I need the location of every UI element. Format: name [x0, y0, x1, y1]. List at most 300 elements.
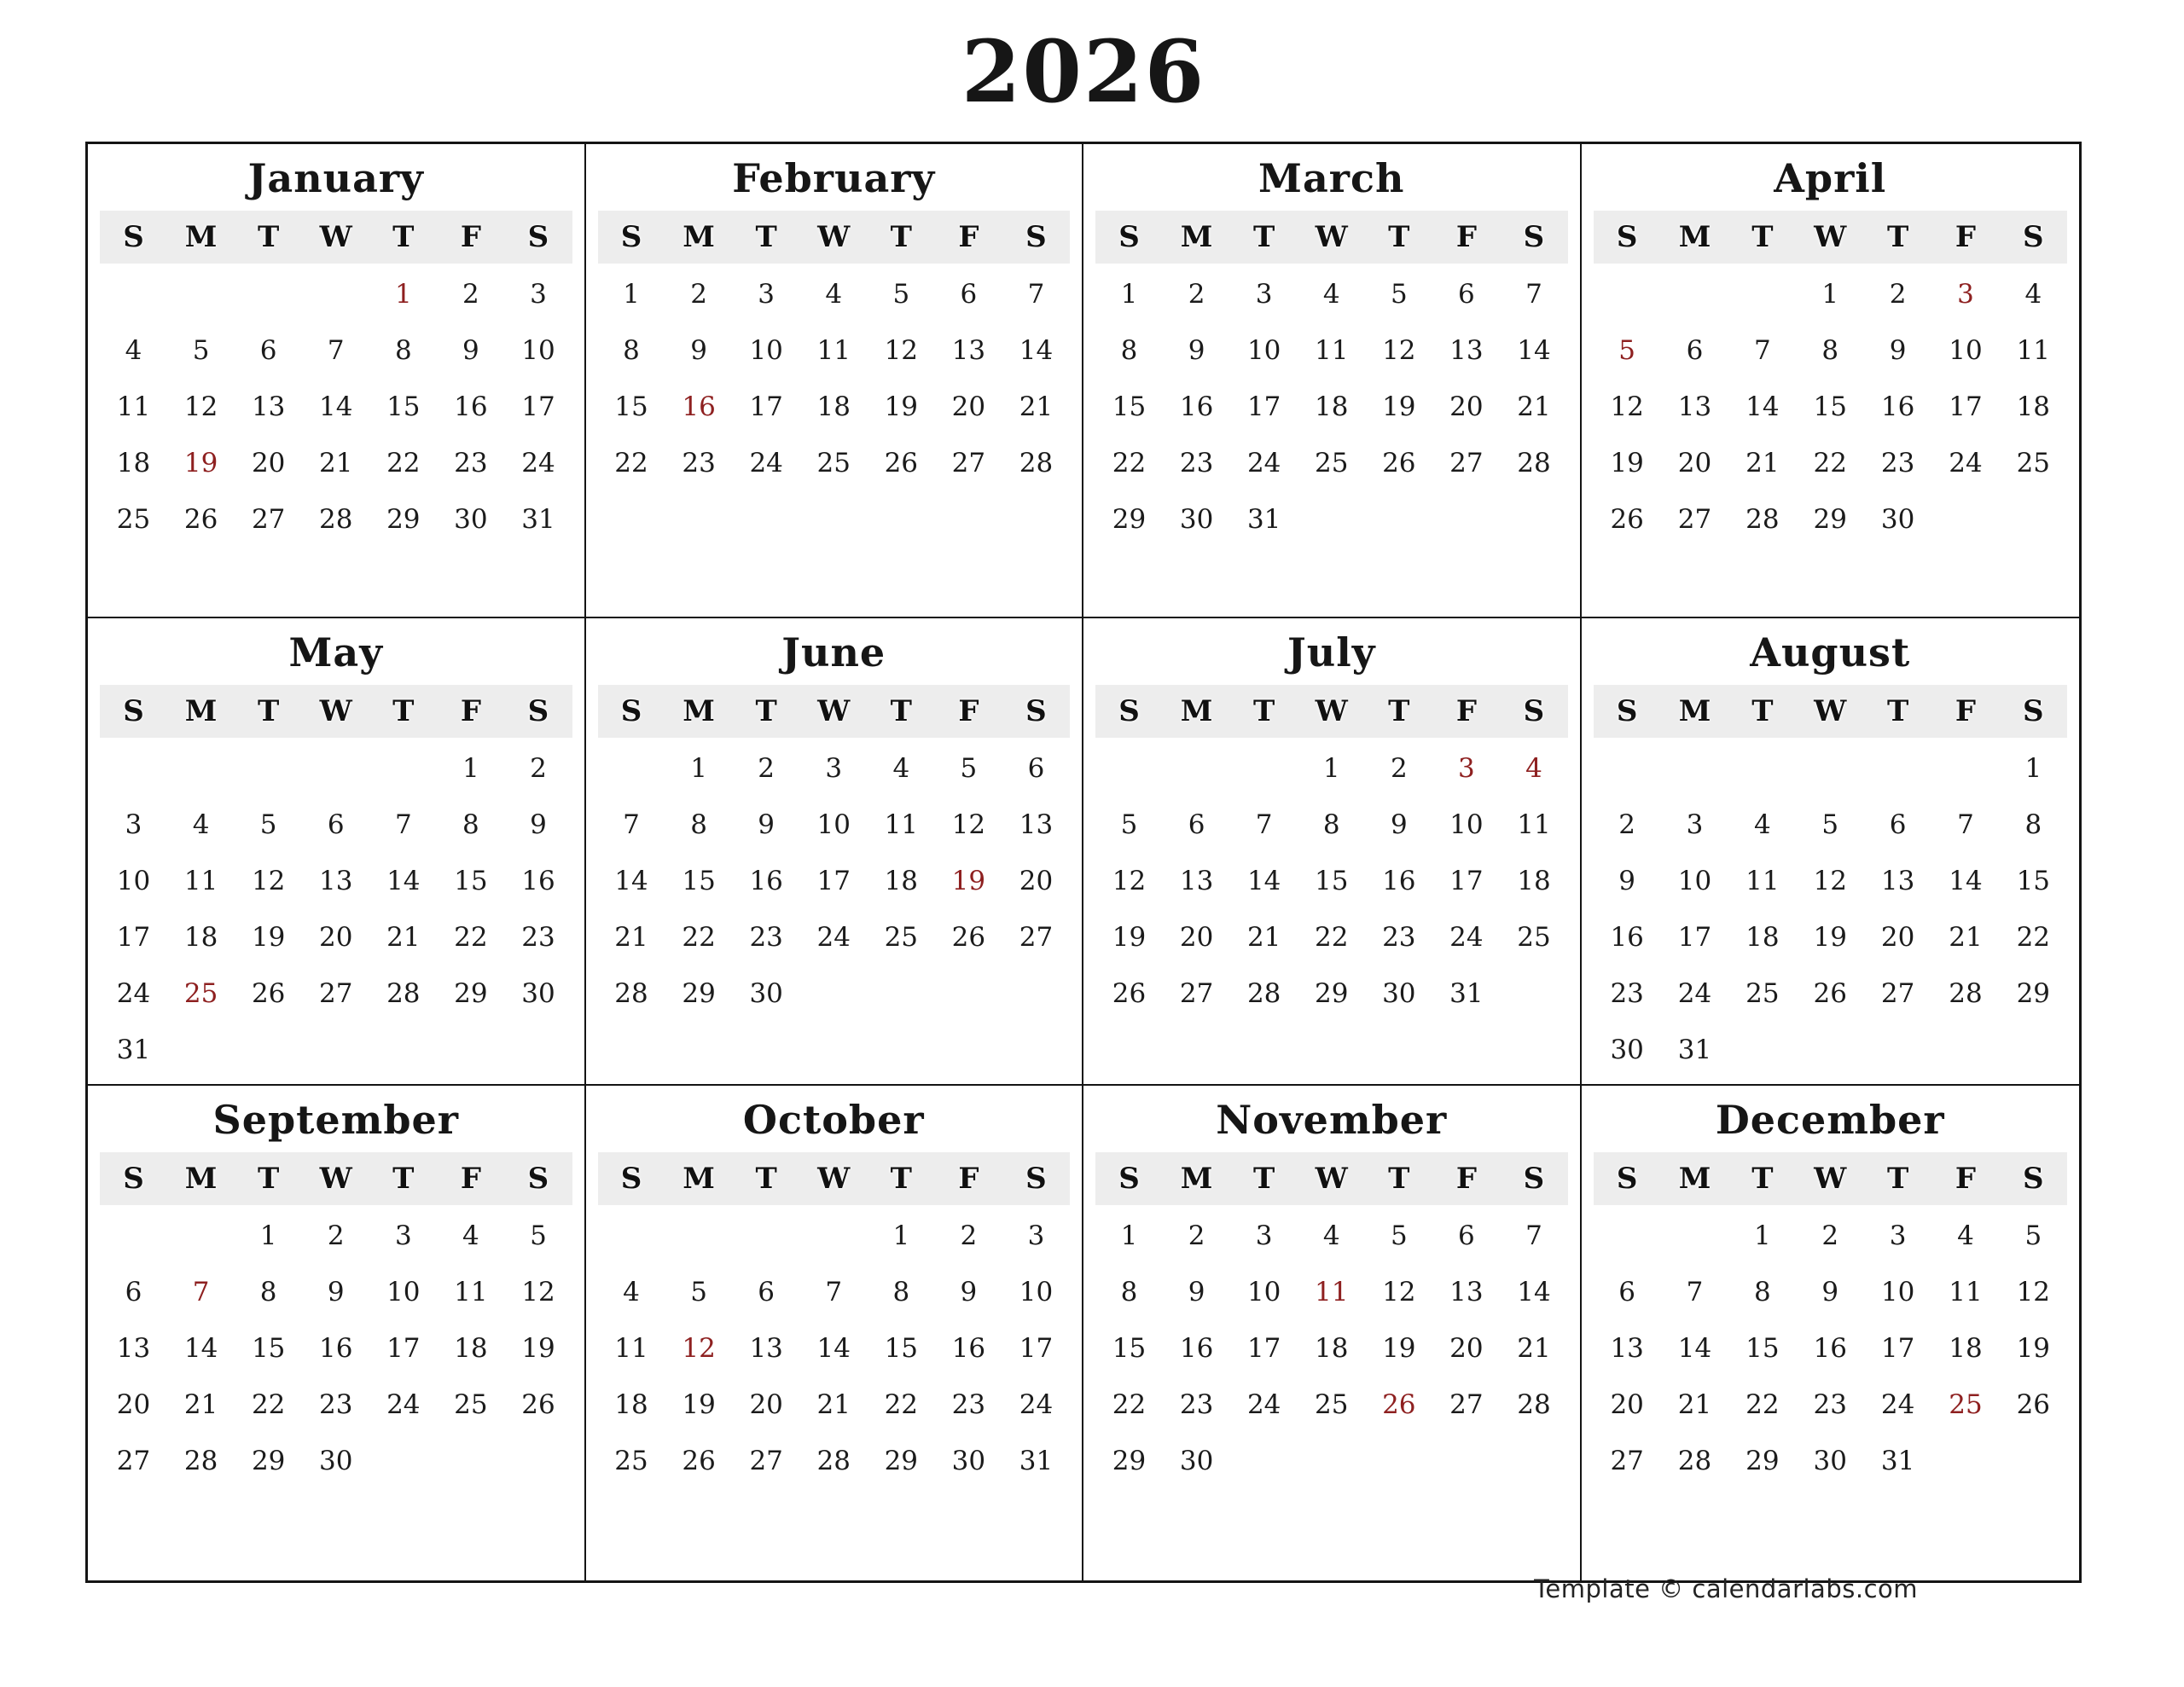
- date-cell: 25: [884, 922, 919, 953]
- date-cell: 1: [1821, 279, 1839, 310]
- date-cell: 9: [1618, 866, 1636, 896]
- date-cell: 29: [884, 1446, 919, 1476]
- month-february: [586, 144, 1084, 618]
- date-cell: 22: [1112, 1389, 1147, 1420]
- date-cell: 14: [614, 866, 648, 896]
- weekday-letter: S: [123, 1161, 144, 1196]
- date-cell: 21: [1949, 922, 1983, 953]
- weekday-letter: T: [1751, 1161, 1774, 1196]
- weekday-letter: T: [392, 1161, 415, 1196]
- date-grid: [1095, 1209, 1568, 1490]
- weekday-letter: S: [620, 693, 642, 728]
- date-cell: 9: [530, 809, 547, 840]
- date-cell: 23: [1179, 1389, 1214, 1420]
- date-cell: 19: [682, 1389, 716, 1420]
- date-cell: 14: [1949, 866, 1983, 896]
- date-cell: 1: [1754, 1220, 1771, 1251]
- date-cell: 24: [386, 1389, 421, 1420]
- date-cell: 27: [951, 448, 986, 478]
- date-cell: 4: [623, 1277, 640, 1307]
- date-cell: 6: [1889, 809, 1907, 840]
- date-cell: 24: [816, 922, 851, 953]
- date-cell: 12: [1382, 1277, 1416, 1307]
- weekday-letter: T: [1886, 1161, 1909, 1196]
- date-cell: 2: [1188, 1220, 1205, 1251]
- date-cell: 12: [1813, 866, 1847, 896]
- month-april: [1582, 144, 2080, 618]
- date-cell: 28: [1949, 978, 1983, 1009]
- date-cell: 17: [1449, 866, 1484, 896]
- date-cell: 9: [1889, 335, 1907, 366]
- date-cell: 2: [960, 1220, 978, 1251]
- weekday-letter: T: [1388, 219, 1410, 254]
- weekday-letter: F: [958, 219, 979, 254]
- weekday-letter: T: [1886, 219, 1909, 254]
- date-cell: 6: [125, 1277, 142, 1307]
- date-cell: 11: [2016, 335, 2051, 366]
- date-cell: 28: [614, 978, 648, 1009]
- month-title: November: [1216, 1097, 1448, 1143]
- weekday-header-row: [1594, 1152, 2068, 1205]
- date-cell: 26: [183, 504, 218, 535]
- month-july: [1083, 618, 1582, 1086]
- date-cell: 12: [1112, 866, 1147, 896]
- date-cell: 18: [816, 391, 851, 422]
- weekday-letter: W: [817, 219, 851, 254]
- date-cell: 24: [1677, 978, 1712, 1009]
- weekday-letter: T: [1886, 693, 1909, 728]
- date-cell: 3: [1686, 809, 1704, 840]
- date-cell: 27: [116, 1446, 151, 1476]
- date-cell: 2: [530, 753, 547, 784]
- date-cell: 25: [1315, 1389, 1349, 1420]
- date-cell: 28: [1745, 504, 1780, 535]
- date-cell: 22: [454, 922, 488, 953]
- date-grid: [1095, 267, 1568, 548]
- date-grid: [100, 741, 572, 1079]
- date-cell: 11: [816, 335, 851, 366]
- date-cell: 17: [816, 866, 851, 896]
- date-cell: 24: [1246, 1389, 1281, 1420]
- date-cell: 25: [1315, 448, 1349, 478]
- date-cell: 24: [521, 448, 555, 478]
- weekday-letter: T: [1751, 219, 1774, 254]
- date-cell: 18: [1315, 391, 1349, 422]
- date-cell: 13: [251, 391, 286, 422]
- month-title: July: [1287, 629, 1376, 675]
- date-cell: 21: [1745, 448, 1780, 478]
- date-cell: 10: [1246, 1277, 1281, 1307]
- weekday-letter: T: [392, 219, 415, 254]
- date-cell: 5: [690, 1277, 707, 1307]
- date-cell: 7: [394, 809, 412, 840]
- date-cell: 29: [386, 504, 421, 535]
- date-cell: 23: [454, 448, 488, 478]
- date-cell: 15: [2016, 866, 2051, 896]
- date-cell: 15: [1813, 391, 1847, 422]
- date-cell: 20: [1019, 866, 1054, 896]
- date-cell: 4: [1754, 809, 1771, 840]
- month-title: June: [781, 629, 886, 675]
- date-grid: [1594, 267, 2068, 548]
- date-cell: 7: [1754, 335, 1771, 366]
- date-cell: 1: [462, 753, 479, 784]
- date-cell: 17: [1246, 391, 1281, 422]
- date-cell: 24: [116, 978, 151, 1009]
- weekday-letter: F: [1455, 219, 1477, 254]
- date-cell: 5: [530, 1220, 547, 1251]
- date-cell: 7: [327, 335, 345, 366]
- date-cell: 14: [386, 866, 421, 896]
- date-cell: 4: [892, 753, 910, 784]
- date-cell: 29: [251, 1446, 286, 1476]
- weekday-letter: F: [460, 693, 481, 728]
- date-cell: 15: [1315, 866, 1349, 896]
- date-cell: 6: [327, 809, 345, 840]
- date-cell: 4: [825, 279, 843, 310]
- date-cell: 26: [251, 978, 286, 1009]
- date-cell: 28: [816, 1446, 851, 1476]
- date-cell: 4: [1322, 1220, 1340, 1251]
- weekday-letter: S: [527, 219, 549, 254]
- date-cell: 12: [521, 1277, 555, 1307]
- date-cell: 1: [623, 279, 640, 310]
- weekday-letter: T: [258, 219, 280, 254]
- date-cell: 18: [884, 866, 919, 896]
- weekday-letter: W: [1315, 219, 1348, 254]
- date-cell: 15: [1112, 1333, 1147, 1364]
- date-cell: 12: [884, 335, 919, 366]
- month-december: [1582, 1086, 2080, 1580]
- date-cell: 24: [1880, 1389, 1915, 1420]
- month-title: May: [288, 629, 383, 675]
- date-cell: 31: [1677, 1035, 1712, 1065]
- date-cell: 23: [1610, 978, 1644, 1009]
- date-cell: 19: [1813, 922, 1847, 953]
- date-cell: 28: [319, 504, 353, 535]
- date-cell: 6: [1686, 335, 1704, 366]
- date-cell: 24: [1449, 922, 1484, 953]
- date-cell: 15: [1112, 391, 1147, 422]
- weekday-letter: M: [1678, 693, 1711, 728]
- month-november: [1083, 1086, 1582, 1580]
- date-cell: 1: [259, 1220, 277, 1251]
- date-cell: 11: [454, 1277, 488, 1307]
- weekday-letter: T: [258, 693, 280, 728]
- date-cell: 20: [1449, 1333, 1484, 1364]
- weekday-header-row: [1594, 211, 2068, 264]
- date-cell: 28: [1517, 448, 1551, 478]
- date-cell: 10: [1949, 335, 1983, 366]
- date-cell: 20: [1179, 922, 1214, 953]
- date-cell: 19: [1382, 391, 1416, 422]
- date-cell: 25: [1745, 978, 1780, 1009]
- date-cell: 2: [1889, 279, 1907, 310]
- date-cell: 6: [758, 1277, 775, 1307]
- date-cell: 5: [259, 809, 277, 840]
- date-cell: 15: [454, 866, 488, 896]
- date-cell: 29: [1315, 978, 1349, 1009]
- date-cell: 1: [1120, 1220, 1138, 1251]
- weekday-letter: W: [319, 693, 352, 728]
- month-title: September: [212, 1097, 459, 1143]
- date-cell: 24: [1246, 448, 1281, 478]
- date-cell: 30: [521, 978, 555, 1009]
- date-cell: 9: [1188, 335, 1205, 366]
- month-title: October: [742, 1097, 925, 1143]
- date-cell: 3: [530, 279, 547, 310]
- date-cell: 4: [1957, 1220, 1974, 1251]
- weekday-letter: S: [1025, 219, 1047, 254]
- month-august: [1582, 618, 2080, 1086]
- date-cell-holiday: 12: [682, 1333, 716, 1364]
- date-cell: 20: [1880, 922, 1915, 953]
- date-cell: 30: [1179, 1446, 1214, 1476]
- month-january: [88, 144, 586, 618]
- date-cell: 5: [192, 335, 210, 366]
- weekday-letter: S: [1025, 693, 1047, 728]
- date-cell: 16: [1382, 866, 1416, 896]
- weekday-letter: T: [1253, 219, 1275, 254]
- weekday-letter: M: [682, 693, 715, 728]
- date-cell: 28: [1019, 448, 1054, 478]
- date-cell-holiday: 11: [1315, 1277, 1349, 1307]
- date-cell: 22: [682, 922, 716, 953]
- date-cell: 17: [521, 391, 555, 422]
- date-cell: 6: [1458, 279, 1475, 310]
- weekday-letter: S: [1025, 1161, 1047, 1196]
- date-cell: 20: [116, 1389, 151, 1420]
- weekday-letter: W: [1315, 693, 1348, 728]
- date-cell: 8: [1322, 809, 1340, 840]
- date-cell: 30: [319, 1446, 353, 1476]
- date-cell: 14: [183, 1333, 218, 1364]
- weekday-letter: T: [755, 219, 777, 254]
- month-title: February: [732, 155, 936, 201]
- date-cell: 12: [183, 391, 218, 422]
- date-grid: [1594, 1209, 2068, 1490]
- date-cell: 21: [1517, 391, 1551, 422]
- date-cell: 13: [1449, 1277, 1484, 1307]
- weekday-letter: T: [1253, 1161, 1275, 1196]
- date-cell: 18: [1745, 922, 1780, 953]
- date-cell-holiday: 25: [183, 978, 218, 1009]
- date-cell: 10: [521, 335, 555, 366]
- date-cell: 7: [1027, 279, 1045, 310]
- date-cell: 13: [749, 1333, 783, 1364]
- date-grid: [100, 1209, 572, 1490]
- date-cell: 4: [1322, 279, 1340, 310]
- date-cell: 11: [614, 1333, 648, 1364]
- date-cell: 8: [623, 335, 640, 366]
- date-cell: 8: [1120, 1277, 1138, 1307]
- date-cell: 27: [1449, 1389, 1484, 1420]
- date-cell: 12: [251, 866, 286, 896]
- date-cell: 9: [462, 335, 479, 366]
- date-cell: 31: [1449, 978, 1484, 1009]
- date-cell-holiday: 3: [1957, 279, 1974, 310]
- date-cell: 21: [1019, 391, 1054, 422]
- date-cell: 5: [1390, 279, 1408, 310]
- date-cell: 7: [1525, 279, 1542, 310]
- date-cell: 16: [521, 866, 555, 896]
- date-cell: 13: [1449, 335, 1484, 366]
- date-cell: 27: [749, 1446, 783, 1476]
- date-cell: 29: [454, 978, 488, 1009]
- date-cell: 22: [614, 448, 648, 478]
- weekday-letter: S: [1523, 693, 1545, 728]
- date-cell: 20: [749, 1389, 783, 1420]
- weekday-letter: S: [123, 219, 144, 254]
- date-cell: 24: [1019, 1389, 1054, 1420]
- date-cell: 2: [1618, 809, 1636, 840]
- date-cell: 17: [1677, 922, 1712, 953]
- date-cell: 13: [1179, 866, 1214, 896]
- date-cell: 6: [1618, 1277, 1636, 1307]
- date-cell: 27: [1179, 978, 1214, 1009]
- date-cell: 16: [319, 1333, 353, 1364]
- date-cell: 4: [125, 335, 142, 366]
- date-cell: 31: [116, 1035, 151, 1065]
- date-cell: 15: [614, 391, 648, 422]
- date-cell: 20: [1677, 448, 1712, 478]
- date-cell: 17: [1246, 1333, 1281, 1364]
- date-cell: 22: [884, 1389, 919, 1420]
- weekday-letter: S: [1616, 219, 1638, 254]
- weekday-letter: S: [1523, 219, 1545, 254]
- date-cell: 20: [251, 448, 286, 478]
- date-cell: 18: [116, 448, 151, 478]
- weekday-letter: S: [2023, 693, 2044, 728]
- weekday-letter: T: [392, 693, 415, 728]
- month-may: [88, 618, 586, 1086]
- date-cell: 17: [1949, 391, 1983, 422]
- date-cell: 23: [1382, 922, 1416, 953]
- date-cell: 10: [749, 335, 783, 366]
- date-cell: 10: [1449, 809, 1484, 840]
- weekday-letter: F: [1955, 1161, 1977, 1196]
- date-cell: 27: [319, 978, 353, 1009]
- date-cell: 17: [116, 922, 151, 953]
- date-grid: [598, 741, 1071, 1023]
- date-cell: 20: [1449, 391, 1484, 422]
- date-cell: 26: [2016, 1389, 2051, 1420]
- weekday-letter: W: [319, 219, 352, 254]
- weekday-letter: M: [1678, 219, 1711, 254]
- date-cell-holiday: 3: [1458, 753, 1475, 784]
- date-cell: 9: [1188, 1277, 1205, 1307]
- date-cell: 21: [816, 1389, 851, 1420]
- date-cell: 7: [1957, 809, 1974, 840]
- date-cell: 21: [1517, 1333, 1551, 1364]
- weekday-letter: S: [1523, 1161, 1545, 1196]
- date-cell: 15: [251, 1333, 286, 1364]
- date-cell: 13: [319, 866, 353, 896]
- date-cell: 22: [386, 448, 421, 478]
- date-cell: 20: [1610, 1389, 1644, 1420]
- date-cell: 11: [884, 809, 919, 840]
- date-cell: 25: [1517, 922, 1551, 953]
- date-cell: 1: [690, 753, 707, 784]
- date-cell: 15: [682, 866, 716, 896]
- date-cell: 23: [521, 922, 555, 953]
- date-cell: 21: [386, 922, 421, 953]
- date-cell: 23: [682, 448, 716, 478]
- date-cell: 25: [614, 1446, 648, 1476]
- date-cell: 5: [2024, 1220, 2042, 1251]
- date-cell: 10: [816, 809, 851, 840]
- date-cell: 1: [2024, 753, 2042, 784]
- date-cell: 7: [1686, 1277, 1704, 1307]
- date-cell: 25: [816, 448, 851, 478]
- date-cell: 2: [758, 753, 775, 784]
- date-cell: 17: [386, 1333, 421, 1364]
- date-cell: 10: [1677, 866, 1712, 896]
- date-cell: 9: [758, 809, 775, 840]
- date-cell: 30: [1179, 504, 1214, 535]
- date-cell: 19: [884, 391, 919, 422]
- weekday-letter: F: [1455, 1161, 1477, 1196]
- date-cell: 30: [1382, 978, 1416, 1009]
- month-title: April: [1774, 155, 1887, 201]
- date-cell: 30: [454, 504, 488, 535]
- date-cell: 27: [1449, 448, 1484, 478]
- date-cell: 14: [1019, 335, 1054, 366]
- date-cell: 16: [1880, 391, 1915, 422]
- date-cell: 12: [951, 809, 986, 840]
- date-cell: 5: [960, 753, 978, 784]
- date-cell: 25: [116, 504, 151, 535]
- date-cell: 19: [2016, 1333, 2051, 1364]
- date-cell: 10: [1246, 335, 1281, 366]
- date-cell: 31: [1246, 504, 1281, 535]
- date-cell: 1: [1120, 279, 1138, 310]
- weekday-letter: M: [1180, 693, 1213, 728]
- weekday-letter: T: [755, 1161, 777, 1196]
- weekday-header-row: [1095, 211, 1568, 264]
- date-cell: 24: [749, 448, 783, 478]
- date-cell: 23: [749, 922, 783, 953]
- date-cell-holiday: 1: [394, 279, 412, 310]
- date-cell: 19: [251, 922, 286, 953]
- date-cell: 29: [2016, 978, 2051, 1009]
- date-cell: 26: [884, 448, 919, 478]
- date-cell: 28: [1517, 1389, 1551, 1420]
- weekday-letter: M: [184, 219, 218, 254]
- date-cell: 3: [758, 279, 775, 310]
- month-title: March: [1258, 155, 1405, 201]
- weekday-letter: S: [527, 693, 549, 728]
- date-cell: 10: [1019, 1277, 1054, 1307]
- weekday-letter: S: [2023, 1161, 2044, 1196]
- date-cell: 6: [1188, 809, 1205, 840]
- date-cell: 11: [1315, 335, 1349, 366]
- date-cell: 27: [1677, 504, 1712, 535]
- date-cell: 19: [521, 1333, 555, 1364]
- date-cell: 28: [183, 1446, 218, 1476]
- weekday-letter: S: [620, 219, 642, 254]
- weekday-letter: W: [817, 693, 851, 728]
- weekday-letter: M: [1180, 1161, 1213, 1196]
- date-cell: 28: [1246, 978, 1281, 1009]
- date-cell: 31: [1880, 1446, 1915, 1476]
- weekday-letter: S: [527, 1161, 549, 1196]
- date-cell: 19: [1112, 922, 1147, 953]
- weekday-letter: W: [1814, 219, 1847, 254]
- date-cell: 29: [1745, 1446, 1780, 1476]
- date-cell: 29: [1112, 504, 1147, 535]
- date-cell-holiday: 7: [192, 1277, 210, 1307]
